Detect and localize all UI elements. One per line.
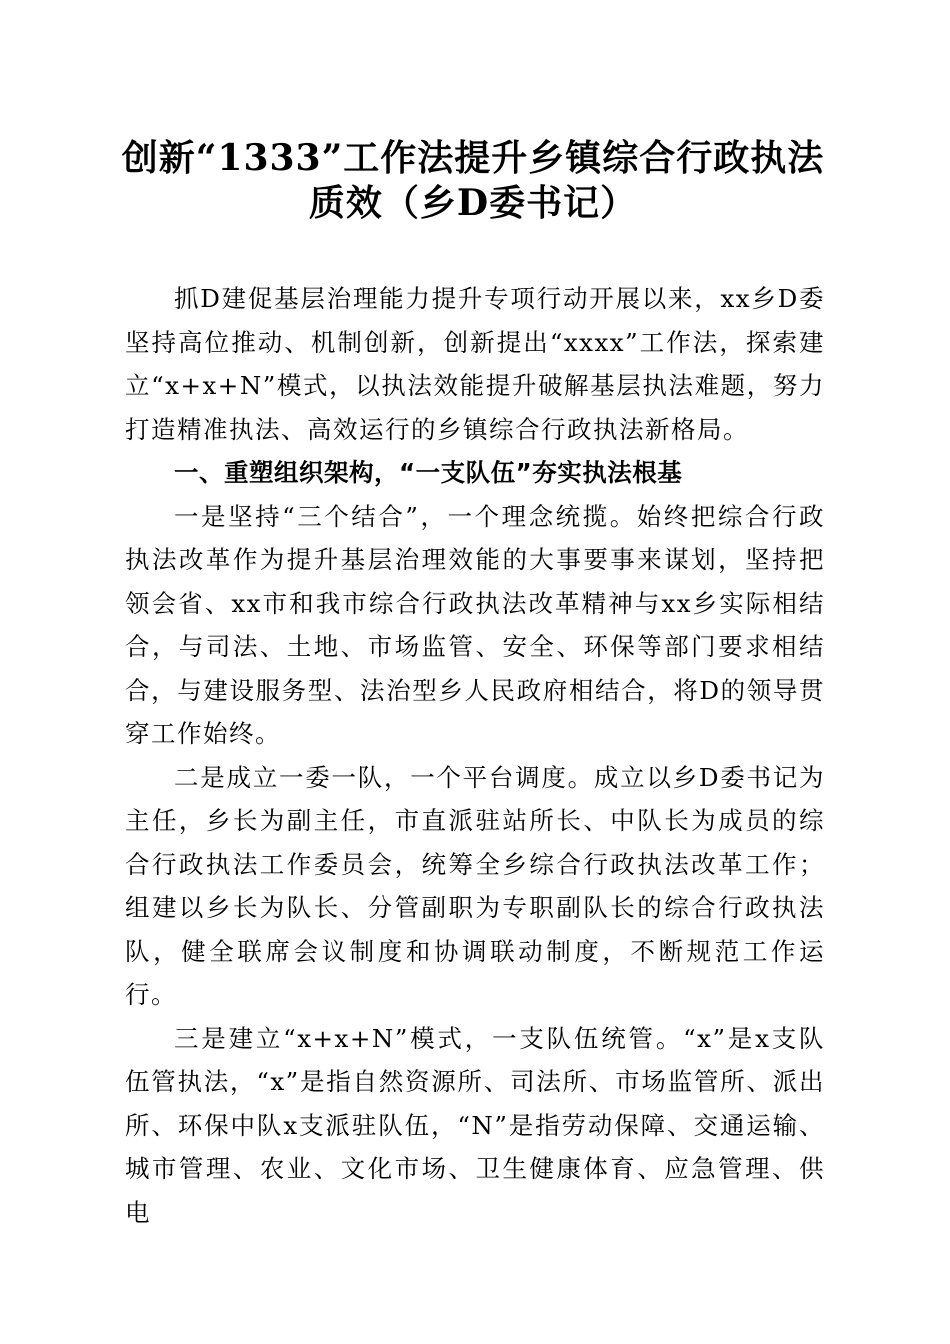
paragraph-lead: 一是坚持“三个结合”，一个理念统揽。 — [174, 501, 637, 531]
section-heading-1: 一、重塑组织架构，“一支队伍”夯实执法根基 — [174, 458, 683, 487]
paragraph-text: 始终把综合行政执法改革作为提升基层治理效能的大事要事来谋划，坚持把领会省、xx市和我市综合行政执法改革精神与xx乡实际相结合，与司法、土地、市场监管、安全、环保等部门要求相结合，与建设服务型、法治型乡人民政府相结合，将D的领导贯穿工作始终。 — [125, 501, 825, 748]
intro-paragraph — [125, 277, 825, 451]
paragraph-point-3 — [125, 1017, 825, 1235]
paragraph-point-2 — [125, 756, 825, 1017]
paragraph-point-1 — [125, 495, 825, 756]
paragraph-lead: 三是建立“x+x+N”模式，一支队伍统管。 — [174, 1023, 684, 1053]
document-title: 创新“1333”工作法提升乡镇综合行政执法质效（乡D委书记） — [121, 137, 825, 224]
document-body — [125, 277, 825, 1234]
paragraph-lead: 二是成立一委一队，一个平台调度。 — [174, 762, 594, 792]
paragraph-text: 成立以乡D委书记为主任，乡长为副主任，市直派驻站所长、中队长为成员的综合行政执法工作委员会，统筹全乡综合行政执法改革工作；组建以乡长为队长、分管副职为专职副队长的综合行政执法队，健全联席会议制度和协调联动制度，不断规范工作运行。 — [125, 762, 825, 1009]
paragraph-text: 抓D建促基层治理能力提升专项行动开展以来，xx乡D委坚持高位推动、机制创新，创新提出“xxxx”工作法，探索建立“x+x+N”模式，以执法效能提升破解基层执法难题，努力打造精准执法、高效运行的乡镇综合行政执法新格局。 — [125, 284, 825, 444]
paragraph-text: “x”是x支队伍管执法，“x”是指自然资源所、司法所、市场监管所、派出所、环保中队x支派驻队伍，“N”是指劳动保障、交通运输、城市管理、农业、文化市场、卫生健康体育、应急管理、供电 — [125, 1023, 825, 1227]
